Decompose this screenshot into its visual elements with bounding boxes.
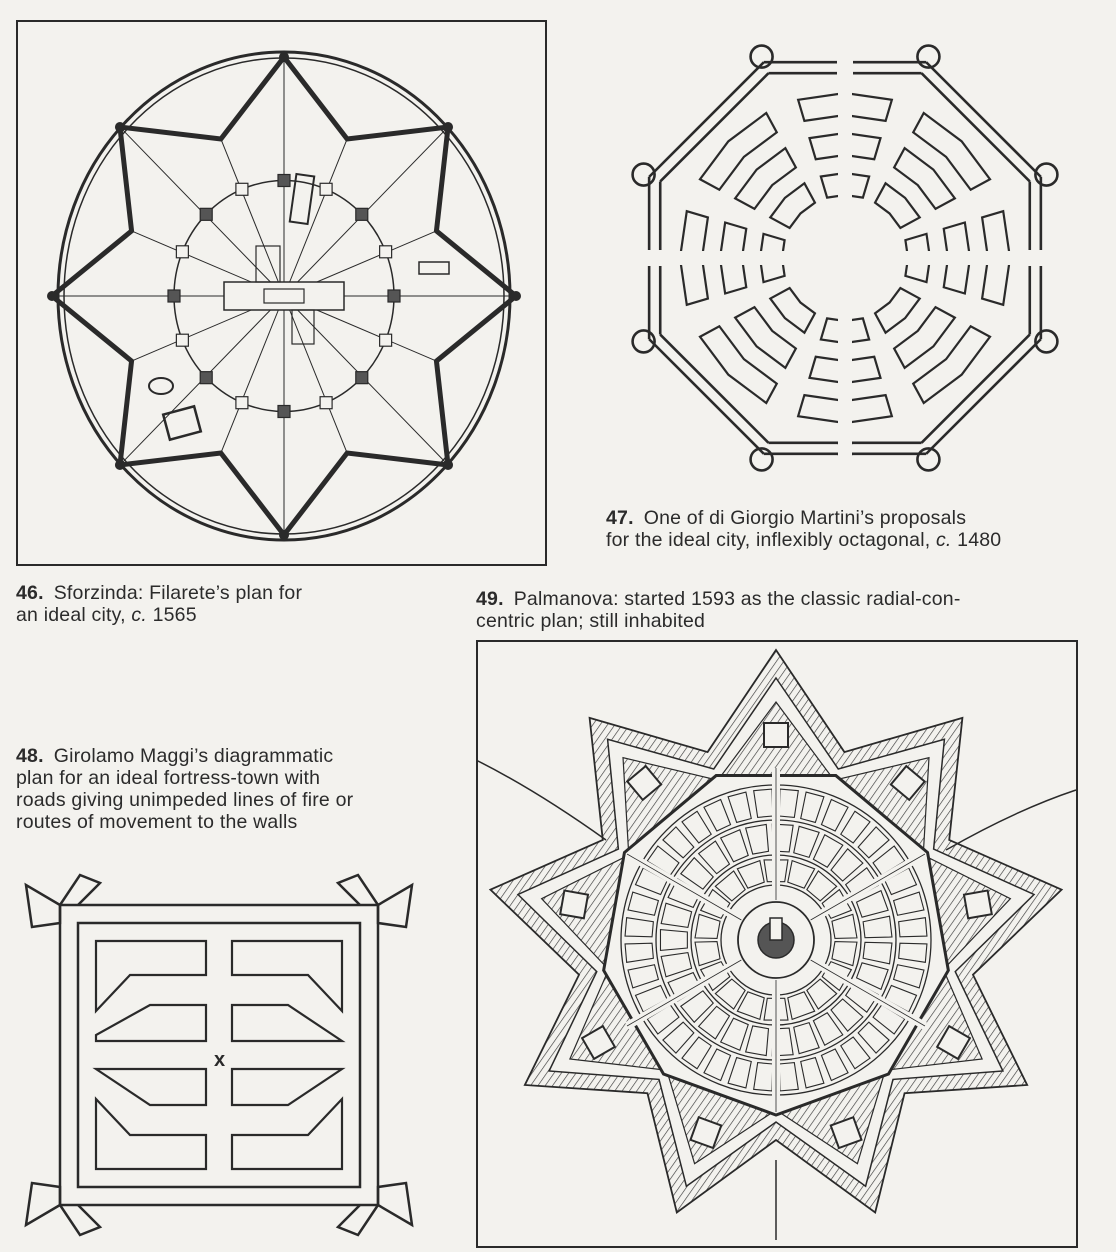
- ring-square: [176, 334, 188, 346]
- market-building: [419, 262, 449, 274]
- wall-tower: [115, 122, 125, 132]
- octagon-wall: [660, 335, 768, 443]
- corner-bastion: [378, 885, 412, 927]
- figure-46-sforzinda-plan: [16, 20, 548, 568]
- octagon-wall: [660, 73, 768, 181]
- octagon-wall: [922, 335, 1030, 443]
- ring-square: [176, 246, 188, 258]
- octagon-wall: [926, 62, 1041, 177]
- wall-tower: [511, 291, 521, 301]
- ring-square: [388, 290, 400, 302]
- ring-square: [168, 290, 180, 302]
- city-block: [96, 941, 206, 1011]
- city-block: [770, 183, 815, 228]
- city-block: [232, 1099, 342, 1169]
- figure-47-caption: 47. One of di Giorgio Martini’s proposals for the ideal city, inflexibly octagonal, c. 1480: [606, 507, 1002, 551]
- figure-49-caption: 49. Palmanova: started 1593 as the classic radial-con- centric plan; still inhabited: [476, 588, 961, 632]
- ring-square: [278, 406, 290, 418]
- city-block: [913, 326, 990, 403]
- radial-street: [221, 139, 284, 296]
- corner-bastion: [60, 875, 100, 905]
- market-building: [163, 406, 201, 439]
- octagon-wall: [926, 339, 1041, 454]
- ring-square: [200, 208, 212, 220]
- ring-square: [356, 372, 368, 384]
- radial-street: [221, 296, 284, 453]
- city-block: [96, 1069, 206, 1105]
- ring-square: [236, 397, 248, 409]
- figure-49-palmanova-plan: [476, 640, 1080, 1252]
- ring-square: [236, 183, 248, 195]
- market-building: [149, 378, 173, 394]
- wall-tower: [443, 460, 453, 470]
- central-tower: [770, 918, 782, 940]
- corner-bastion: [26, 1183, 60, 1225]
- figure-47-martini-octagon-plan: [600, 18, 1090, 498]
- ring-square: [278, 175, 290, 187]
- central-piazza: [224, 282, 344, 310]
- city-block: [913, 113, 990, 190]
- figure-46-caption: 46. Sforzinda: Filarete’s plan for an ideal city, c. 1565: [16, 582, 303, 626]
- corner-bastion: [60, 1205, 100, 1235]
- figure-48-maggi-fortress-plan: [20, 855, 420, 1252]
- approach-road: [946, 790, 1076, 850]
- city-block: [96, 1005, 206, 1041]
- wall-tower: [279, 52, 289, 62]
- figure-48-caption: 48. Girolamo Maggi’s diagrammatic plan for an ideal fortress-town with roads giving unimpeded lines of fire or routes of movement to the walls: [16, 745, 354, 833]
- octagon-wall: [922, 73, 1030, 181]
- octagon-wall: [649, 62, 764, 177]
- city-block: [700, 113, 777, 190]
- corner-bastion: [338, 1205, 378, 1235]
- corner-bastion: [26, 885, 60, 927]
- city-block: [770, 288, 815, 333]
- city-block: [875, 183, 920, 228]
- city-block: [232, 1069, 342, 1105]
- ring-square: [380, 334, 392, 346]
- ring-square: [380, 246, 392, 258]
- city-block: [232, 1005, 342, 1041]
- city-block: [700, 326, 777, 403]
- wall-tower: [443, 122, 453, 132]
- radial-street: [284, 139, 347, 296]
- bastion-building: [964, 891, 992, 919]
- radial-street: [284, 296, 347, 453]
- ring-square: [320, 397, 332, 409]
- ring-square: [356, 208, 368, 220]
- wall-tower: [115, 460, 125, 470]
- city-block: [232, 941, 342, 1011]
- wall-tower: [279, 530, 289, 540]
- center-mark: x: [214, 1049, 226, 1071]
- ring-square: [320, 183, 332, 195]
- bastion-building: [764, 723, 788, 747]
- approach-road: [476, 760, 606, 840]
- corner-bastion: [338, 875, 378, 905]
- city-block: [96, 1099, 206, 1169]
- wall-tower: [47, 291, 57, 301]
- octagon-wall: [649, 339, 764, 454]
- ring-square: [200, 372, 212, 384]
- city-block: [875, 288, 920, 333]
- bastion-building: [560, 891, 588, 919]
- corner-bastion: [378, 1183, 412, 1225]
